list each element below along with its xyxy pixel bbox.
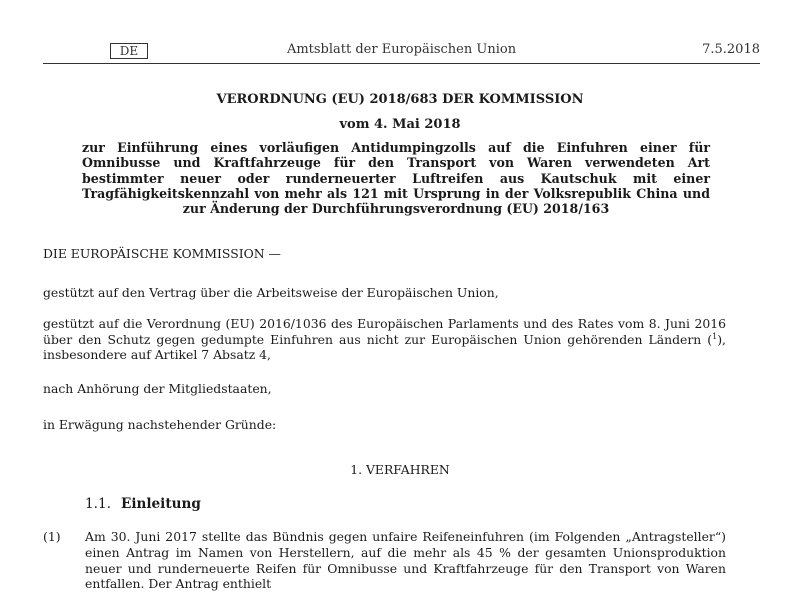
journal-header — [43, 41, 760, 61]
publication-date: 7.5.2018 — [702, 42, 760, 57]
language-badge: DE — [110, 43, 148, 59]
enacting-body: DIE EUROPÄISCHE KOMMISSION — — [43, 246, 281, 261]
subsection-heading — [85, 496, 201, 512]
recitals-intro: in Erwägung nachstehender Gründe: — [43, 417, 277, 432]
citation-consultation: nach Anhörung der Mitgliedstaaten, — [43, 381, 272, 396]
regulation-date: vom 4. Mai 2018 — [339, 117, 461, 132]
regulation-subject: zur Einführung eines vorläufigen Antidumpingzolls auf die Einfuhren einer für Omnibusse und Kraftfahrzeuge für den Transport von Waren verwendeten Art bestimmter neuer oder runderneuerter Luftreifen aus Kautschuk mit einer Tragfähigkeitskennzahl von mehr als 121 mit Ursprung in der Volksrepublik China und zur Änderung der Durchführungsverordnung (EU) 2018/163 — [82, 140, 710, 217]
section-heading: 1. VERFAHREN — [350, 462, 450, 477]
citation-regulation-text: gestützt auf die Verordnung (EU) 2016/1036 des Europäischen Parlaments und des Rates vom 8. Juni 2016 über den Schutz gegen gedumpte Einfuhren aus nicht zur Europäischen Union gehörenden Ländern ( — [43, 316, 726, 347]
recital-number: (1) — [43, 529, 61, 544]
subsection-label: Einleitung — [120, 496, 201, 512]
citation-treaty: gestützt auf den Vertrag über die Arbeitsweise der Europäischen Union, — [43, 285, 499, 300]
header-rule — [43, 63, 760, 64]
footnote-ref[interactable]: 1 — [712, 331, 718, 341]
citation-regulation — [43, 316, 726, 363]
recital-text: Am 30. Juni 2017 stellte das Bündnis gegen unfaire Reifeneinfuhren (im Folgenden „Antragsteller“) einen Antrag im Namen von Herstellern, auf die mehr als 45 % der gesamten Unionsproduktion neuer und runderneuerte Reifen für Omnibusse und Kraftfahrzeuge für den Transport von Waren entfallen. Der Antrag enthielt — [85, 529, 726, 592]
regulation-title: VERORDNUNG (EU) 2018/683 DER KOMMISSION — [216, 92, 584, 107]
subsection-number: 1.1. — [85, 496, 111, 512]
journal-title: Amtsblatt der Europäischen Union — [286, 42, 517, 57]
citation-regulation-text-end: ), insbesondere auf Artikel 7 Absatz 4, — [43, 331, 726, 362]
